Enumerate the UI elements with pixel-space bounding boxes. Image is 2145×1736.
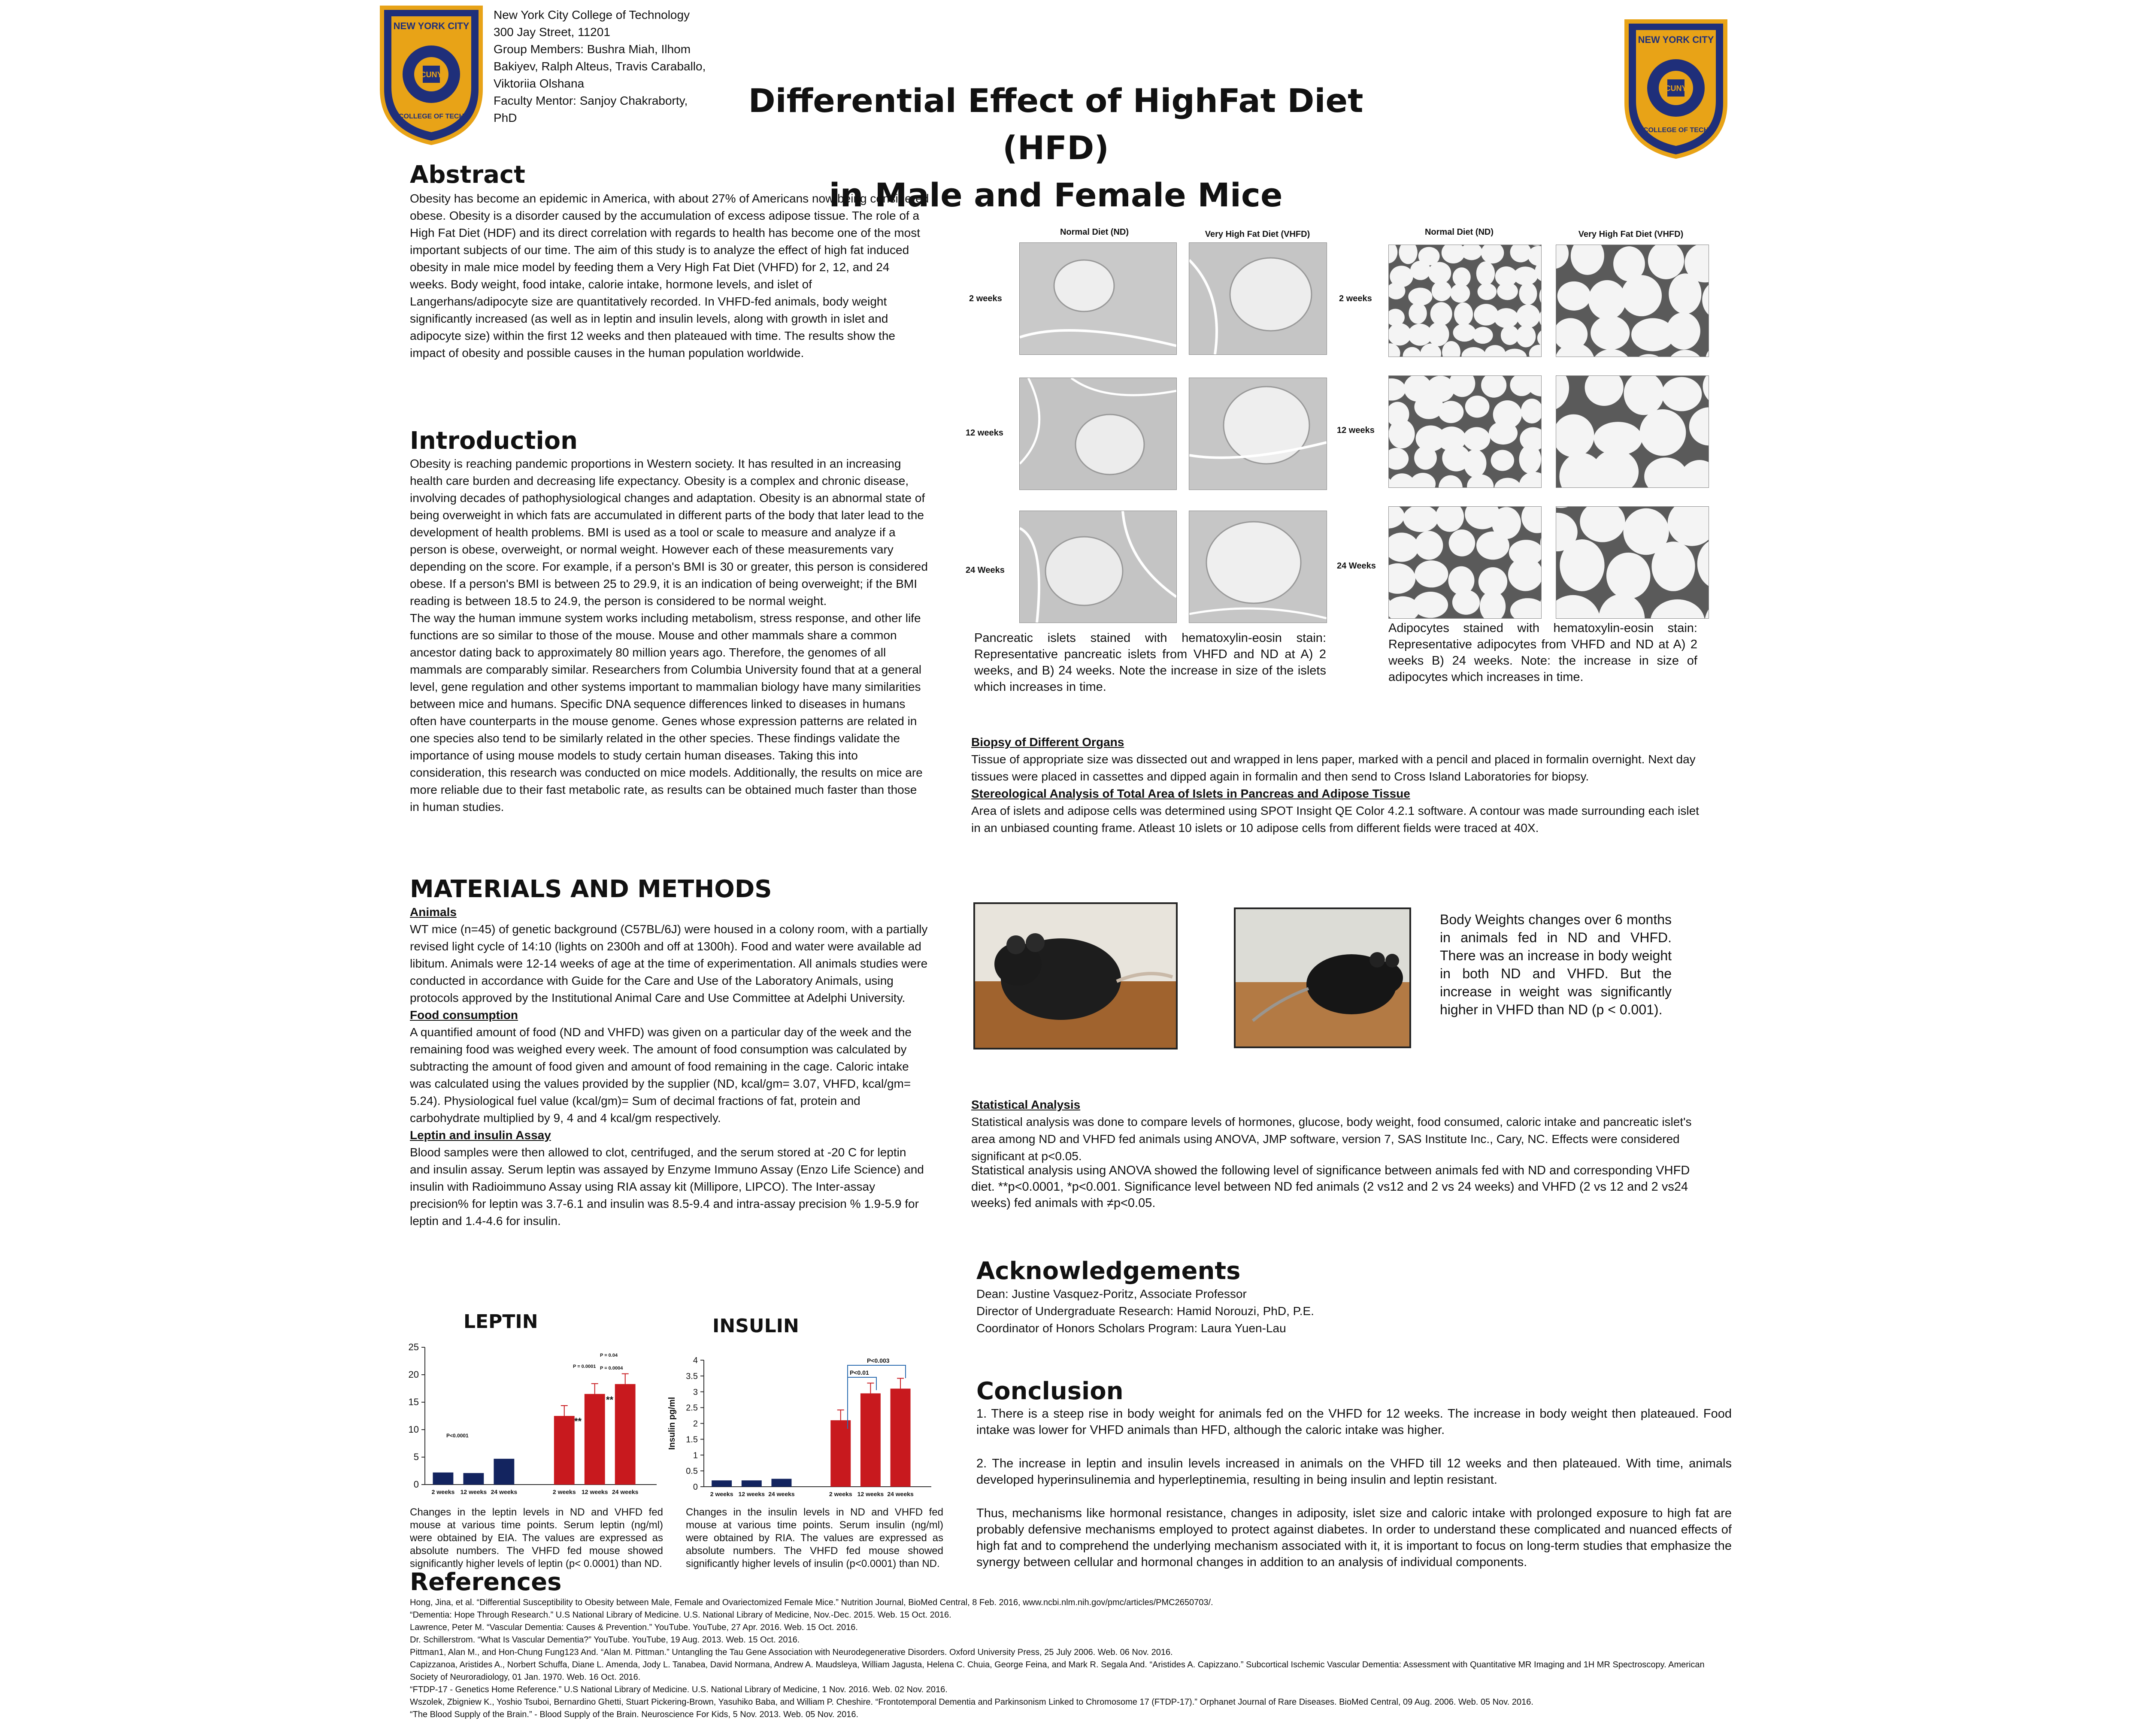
biopsy-heading: Biopsy of Different Organs: [971, 735, 1124, 749]
introduction-heading: Introduction: [410, 427, 578, 455]
abstract-heading: Abstract: [410, 161, 525, 189]
leptin-insulin-heading: Leptin and insulin Assay: [410, 1128, 551, 1142]
leptin-caption: Changes in the leptin levels in ND and VHFD fed mouse at various time points. Serum leptin (ng/ml) were obtained by EIA. The values are expressed as absolute numbers. The VHFD fed mouse showed significantly higher levels of leptin (p< 0.0001) than ND.: [410, 1506, 663, 1570]
y-tick-label: 5: [413, 1452, 419, 1462]
col-label-nd: Normal Diet (ND): [1060, 227, 1129, 237]
svg-text:NEW YORK CITY: NEW YORK CITY: [393, 21, 470, 31]
introduction-text: Obesity is reaching pandemic proportions in Western society. It has resulted in an increasing health care burden and decreasing life expectancy. Obesity is a complex and chronic disease, involving decades of pathophysiological changes and adaptation. Obesity is an abnormal state of being overweight in which fats are accumulated in different parts of the body that later lead to the development of health problems. BMI is used as a tool or scale to measure and analyze if a person is obese, overweight, or normal weight. However each of these measurements vary depending on the score. For example, if a person's BMI is 30 or greater, this person is considered obese. If a person's BMI is between 25 to 29.9, it is an indication of being overweight; if the BMI reading is between 18.5 to 24.9, the person is considered to be normal weight.: [410, 457, 928, 608]
y-tick-label: 0: [413, 1479, 419, 1490]
reference-item: Hong, Jina, et al. “Differential Susceptibility to Obesity between Male, Female and Ovariectomized Female Mice.” Nutrition Journal, BioMed Central, 8 Feb. 2016, www.ncbi.nlm.nih.gov/pmc/articles/PMC2650703/.: [410, 1598, 1213, 1607]
bar: [771, 1479, 791, 1487]
stereology-text: Area of islets and adipose cells was determined using SPOT Insight QE Color 4.2.1 software. A contour was made surrounding each islet in an unbiased counting frame. Atleast 10 islets or 10 adipose cells from different fields were traced at 40X.: [971, 804, 1699, 835]
statistical-significance-text: Statistical analysis using ANOVA showed the following level of significance between animals fed with ND and corresponding VHFD diet. **p<0.0001, *p<0.001. Significance level between ND fed animals (2 vs12 and 2 vs 24 weeks) and VHFD (2 vs 12 and 2 vs24 weeks) fed animals with ≠p<0.05.: [971, 1164, 1690, 1210]
pancreas-caption: Pancreatic islets stained with hematoxylin-eosin stain: Representative pancreatic islets from VHFD and ND at A) 2 weeks, and B) 24 weeks. Note the increase in size of the islets which increases in time.: [974, 631, 1326, 694]
row-label-24w-adipose: 24 Weeks: [1337, 561, 1376, 571]
y-tick-label: 3.5: [686, 1371, 698, 1381]
affiliation-line: Group Members: Bushra Miah, Ilhom: [494, 42, 691, 56]
y-tick-label: 2: [693, 1419, 698, 1429]
adipocyte-vhfd-24w-image: [1556, 506, 1709, 619]
adipocyte-vhfd-12w-image: [1556, 375, 1709, 488]
bar: [712, 1480, 732, 1487]
bar: [742, 1480, 762, 1487]
acknowledgements-section: [976, 1257, 1697, 1337]
animals-text: WT mice (n=45) of genetic background (C57BL/6J) were housed in a colony room, with a partially revised light cycle of 14:10 (lights on 2300h and off at 1300h). Food and water were available ad libitum. Animals were 12-14 weeks of age at the time of experimentation. All animals studies were conducted in accordance with Guide for the Care and Use of the Laboratory Animals, using protocols approved by the Institutional Animal Care and Use Committee at Adelphi University.: [410, 922, 928, 1004]
y-tick-label: 0: [693, 1482, 698, 1492]
statistical-text: Statistical analysis was done to compare levels of hormones, glucose, body weight, food consumed, caloric intake and pancreatic islet's area among ND and VHFD fed animals using ANOVA, JMP software, version 7, SAS Institute Inc., Cary, NC. Effects were considered significant at p<0.05.: [971, 1115, 1692, 1163]
adipocyte-nd-24w-image: [1388, 506, 1542, 619]
affiliation-line: Viktoriia Olshana: [494, 77, 585, 90]
bar: [860, 1393, 881, 1487]
ack-line: Director of Undergraduate Research: Hamid Norouzi, PhD, P.E.: [976, 1304, 1314, 1318]
col-label-vhfd-adipose: Very High Fat Diet (VHFD): [1578, 230, 1684, 239]
reference-item: “The Blood Supply of the Brain.” - Blood Supply of the Brain. Neuroscience For Kids, 5 Nov. 2013. Web. 05 Nov. 2016.: [410, 1710, 859, 1719]
y-tick-label: 1.5: [686, 1435, 698, 1445]
conclusion-p1: 1. There is a steep rise in body weight for animals fed on the VHFD for 12 weeks. The increase in body weight then plateaued. Food intake was lower for VHFD animals than HFD, although the caloric intake was higher.: [976, 1407, 1732, 1437]
adipocyte-vhfd-2w-image: [1556, 245, 1709, 357]
significance-label: P = 0.0001: [573, 1364, 596, 1369]
svg-text:COLLEGE OF TECH: COLLEGE OF TECH: [399, 113, 464, 120]
leptin-chart-title: LEPTIN: [464, 1311, 538, 1333]
significance-label: P<0.003: [867, 1357, 890, 1364]
bar: [615, 1384, 636, 1485]
affiliation-line: Faculty Mentor: Sanjoy Chakraborty, PhD: [494, 94, 688, 124]
significance-marker: **: [574, 1416, 582, 1427]
affiliation-line: Bakiyev, Ralph Alteus, Travis Caraballo,: [494, 60, 706, 73]
col-label-nd-adipose: Normal Diet (ND): [1424, 227, 1494, 237]
adipocyte-nd-2w-image: [1388, 245, 1542, 357]
animals-heading: Animals: [410, 905, 457, 919]
affiliation-line: New York City College of Technology: [494, 8, 690, 21]
bar: [585, 1394, 605, 1485]
bar: [433, 1473, 454, 1485]
y-tick-label: 2.5: [686, 1403, 698, 1413]
title-line-2: in Male and Female Mice: [829, 176, 1283, 214]
acknowledgements-heading: Acknowledgements: [976, 1257, 1241, 1285]
x-tick-label: 24 weeks: [491, 1488, 518, 1495]
stereology-heading: Stereological Analysis of Total Area of Islets in Pancreas and Adipose Tissue: [971, 787, 1410, 800]
affiliation-block: [494, 6, 708, 127]
y-tick-label: 25: [408, 1342, 419, 1352]
x-tick-label: 12 weeks: [460, 1488, 487, 1495]
bar: [830, 1420, 851, 1487]
x-tick-label: 2 weeks: [431, 1488, 455, 1495]
x-tick-label: 2 weeks: [829, 1491, 852, 1497]
body-weight-caption: Body Weights changes over 6 months in animals fed in ND and VHFD. There was an increase in body weight in both ND and VHFD. But the increase in weight was significantly higher in VHFD than ND (p < 0.001).: [1440, 912, 1672, 1017]
row-label-2w: 2 weeks: [969, 294, 1002, 303]
college-seal-icon: [1622, 17, 1730, 159]
reference-item: Lawrence, Peter M. “Vascular Dementia: Causes & Prevention.” YouTube. YouTube, 27 Apr. 2016. Web. 15 Oct. 2016.: [410, 1623, 858, 1632]
college-seal-icon: [378, 3, 485, 145]
y-axis-label: Insulin pg/ml: [667, 1397, 677, 1450]
food-heading: Food consumption: [410, 1008, 518, 1022]
x-tick-label: 24 weeks: [887, 1491, 914, 1497]
significance-label: P<0.0001: [446, 1433, 469, 1439]
ack-line: Coordinator of Honors Scholars Program: Laura Yuen-Lau: [976, 1322, 1286, 1335]
conclusion-heading: Conclusion: [976, 1377, 1124, 1405]
biopsy-section: [971, 734, 1705, 837]
introduction-text-2: The way the human immune system works including metabolism, stress response, and other life functions are so similar to those of the mouse. Mouse and other mammals share a common ancestor dating back to approximately 80 million years ago. Therefore, the genomes of all mammals are comparably similar. Researchers from Columbia University found that at a general level, gene regulation and other systems important to mammalian biology have many similarities between mice and humans. Specific DNA sequence differences linked to diseases in humans often have counterparts in the mouse genome. Genes whose expression patterns are related in one species also tend to be similarly related in the other species. These findings validate the importance of using mouse models to study certain human diseases. Taking this into consideration, this research was conducted on mice models. Additionally, the results on mice are more reliable due to their fast metabolic rate, as results can be obtained much faster than those in human studies.: [410, 611, 923, 814]
svg-text:NEW YORK CITY: NEW YORK CITY: [1638, 34, 1714, 45]
leptin-bar-chart: [399, 1339, 665, 1506]
x-tick-label: 24 weeks: [612, 1488, 639, 1495]
pancreas-nd-12w-image: [1019, 378, 1177, 490]
col-label-vhfd: Very High Fat Diet (VHFD): [1205, 230, 1310, 239]
adipocyte-caption: Adipocytes stained with hematoxylin-eosin stain: Representative adipocytes from VHFD and ND at A) 2 weeks B) 24 weeks. Note: the increase in size of adipocytes which increases in time.: [1388, 621, 1697, 684]
abstract-text: Obesity has become an epidemic in America, with about 27% of Americans now being considered obese. Obesity is a disorder caused by the accumulation of excess adipose tissue. The role of a High Fat Diet (HDF) and its direct correlation with regards to health has become one of the most important subjects of our time. The aim of this study is to analyze the effect of high fat induced obesity in male mice model by feeding them a Very High Fat Diet (VHFD) for 2, 12, and 24 weeks. Body weight, food intake, calorie intake, hormone levels, and islet of Langerhans/adipocyte size are quantitatively recorded. In VHFD-fed animals, body weight significantly increased (as well as in leptin and insulin levels, along with growth in islet and adipocyte size) within the first 12 weeks and then plateaued with time. The results show the impact of obesity and possible causes in the human population worldwide.: [410, 192, 929, 360]
bar: [891, 1388, 911, 1487]
conclusion-p3: Thus, mechanisms like hormonal resistance, changes in adiposity, islet size and caloric intake with prolonged exposure to high fat are probably defensive mechanisms employed to protect against diabetes. In order to understand these complicated and nuanced effects of high fat and to comprehend the underlying mechanism associated with it, it is important to focus on long-term studies that emphasize the synergy between cellular and hormonal changes in addition to an analysis of individual components.: [976, 1506, 1732, 1569]
references-section: [410, 1568, 1719, 1721]
pancreas-vhfd-12w-image: [1189, 378, 1327, 490]
significance-label: P = 0.04: [600, 1353, 618, 1358]
bar: [463, 1473, 484, 1485]
pancreas-nd-24w-image: [1019, 511, 1177, 623]
bar: [554, 1416, 575, 1485]
methods-heading: MATERIALS AND METHODS: [410, 875, 772, 903]
reference-item: Wszolek, Zbigniew K., Yoshio Tsuboi, Bernardino Ghetti, Stuart Pickering-Brown, Yasuhiko Baba, and William P. Cheshire. “Frontotemporal Dementia and Parkinsonism Linked to Chromosome 17 (FTDP-17).” Orphanet Journal of Rare Diseases. BioMed Central, 09 Aug. 2006. Web. 05 Nov. 2016.: [410, 1697, 1533, 1707]
x-tick-label: 2 weeks: [710, 1491, 733, 1497]
bar: [494, 1459, 514, 1485]
statistical-heading: Statistical Analysis: [971, 1098, 1081, 1111]
row-label-12w-adipose: 12 weeks: [1337, 426, 1375, 435]
food-text: A quantified amount of food (ND and VHFD) was given on a particular day of the week and the remaining food was weighed every week. The amount of food consumption was calculated by subtracting the amount of food given and amount of food remaining in the cage. Caloric intake was calculated using the values provided by the supplier (ND, kcal/gm= 3.07, VHFD, kcal/gm= 5.24). Physiological fuel value (kcal/gm)= Sum of decimal fractions of fat, protein and carbohydrate multiplied by 9, 4 and 4 kcal/gm respectively.: [410, 1025, 912, 1125]
x-tick-label: 12 weeks: [857, 1491, 884, 1497]
introduction-section: [410, 427, 929, 816]
reference-item: “FTDP-17 - Genetics Home Reference.” U.S National Library of Medicine. U.S. National Library of Medicine, 1 Nov. 2016. Web. 02 Nov. 2016.: [410, 1685, 948, 1694]
y-tick-label: 10: [408, 1424, 419, 1435]
insulin-bar-chart: [665, 1352, 940, 1506]
methods-section: [410, 875, 929, 1230]
y-tick-label: 1: [693, 1451, 698, 1461]
y-tick-label: 15: [408, 1397, 419, 1407]
x-tick-label: 12 weeks: [581, 1488, 608, 1495]
conclusion-section: [976, 1377, 1732, 1570]
insulin-chart-title: INSULIN: [712, 1315, 799, 1337]
reference-item: Dr. Schillerstrom. “What Is Vascular Dementia?” YouTube. YouTube, 19 Aug. 2013. Web. 15 Oct. 2016.: [410, 1635, 800, 1645]
significance-marker: **: [606, 1394, 614, 1405]
mouse-photo-vhfd: [1234, 907, 1411, 1048]
row-label-12w: 12 weeks: [966, 428, 1003, 438]
ack-line: Dean: Justine Vasquez-Poritz, Associate Professor: [976, 1287, 1247, 1300]
pancreas-vhfd-24w-image: [1189, 511, 1327, 623]
svg-text:CUNY: CUNY: [1665, 84, 1687, 93]
leptin-insulin-text: Blood samples were then allowed to clot, centrifuged, and the serum stored at -20 C for leptin and insulin assay. Serum leptin was assayed by Enzyme Immuno Assay (Enzo Life Science) and insulin with Radioimmuno Assay using RIA assay kit (Millipore, LIPCO). The Inter-assay precision% for leptin was 3.7-6.1 and insulin was 8.5-9.4 and intra-assay precision % 1.9-5.9 for leptin and 1.4-4.6 for insulin.: [410, 1146, 924, 1228]
affiliation-line: 300 Jay Street, 11201: [494, 25, 610, 39]
statistical-section: [971, 1096, 1701, 1211]
conclusion-p2: 2. The increase in leptin and insulin levels increased in animals on the VHFD till 12 weeks and then plateaued. With time, animals developed hyperinsulinemia and hyperleptinemia, resulting in being insulin and leptin resistant.: [976, 1457, 1732, 1487]
adipocyte-nd-12w-image: [1388, 375, 1542, 488]
references-list: [410, 1597, 1719, 1721]
pancreas-vhfd-2w-image: [1189, 242, 1327, 355]
y-tick-label: 3: [693, 1387, 698, 1397]
row-label-24w: 24 Weeks: [966, 566, 1005, 575]
references-heading: References: [410, 1568, 562, 1596]
pancreas-nd-2w-image: [1019, 242, 1177, 355]
x-tick-label: 12 weeks: [738, 1491, 765, 1497]
svg-text:CUNY: CUNY: [420, 70, 442, 79]
biopsy-text: Tissue of appropriate size was dissected out and wrapped in lens paper, marked with a pencil and placed in formalin overnight. Next day tissues were placed in cassettes and dipped again in formalin and then send to Cross Island Laboratories for biopsy.: [971, 753, 1696, 783]
y-tick-label: 20: [408, 1369, 419, 1380]
svg-text:COLLEGE OF TECH: COLLEGE OF TECH: [1643, 127, 1709, 134]
significance-label: P = 0.0004: [600, 1366, 623, 1371]
y-tick-label: 0.5: [686, 1467, 698, 1476]
row-label-2w-adipose: 2 weeks: [1339, 294, 1372, 303]
mouse-photo-nd: [973, 902, 1178, 1049]
x-tick-label: 24 weeks: [768, 1491, 795, 1497]
reference-item: “Dementia: Hope Through Research.” U.S National Library of Medicine. U.S. National Library of Medicine, Nov.-Dec. 2015. Web. 15 Oct. 2016.: [410, 1610, 951, 1620]
y-tick-label: 4: [693, 1356, 698, 1365]
reference-item: Pittman1, Alan M., and Hon-Chung Fung123 And. “Alan M. Pittman.” Untangling the Tau Gene Association with Neurodegenerative Disorders. Oxford University Press, 25 July 2006. Web. 06 Nov. 2016.: [410, 1648, 1173, 1657]
insulin-caption: Changes in the insulin levels in ND and VHFD fed mouse at various time points. Serum insulin (ng/ml) were obtained by RIA. The values are expressed as absolute numbers. The VHFD fed mouse showed significantly higher levels of insulin (p<0.0001) than ND.: [686, 1506, 943, 1570]
abstract-section: [410, 161, 929, 362]
title-line-1: Differential Effect of HighFat Diet (HFD): [748, 82, 1363, 167]
significance-label: P<0.01: [850, 1369, 869, 1376]
x-tick-label: 2 weeks: [552, 1488, 576, 1495]
reference-item: Capizzanoa, Aristides A., Norbert Schuffa, Diane L. Amenda, Jody L. Tanabea, David Normana, Andrew A. Maudsleya, William Jagusta, Helena C. Chuia, George Feina, and Mark R. Segala And. “Aristides A. Capizzano.” Subcortical Ischemic Vascular Dementia: Assessment with Quantitative MR Imaging and 1H MR Spectroscopy. American Society of Neuroradiology, 01 Jan. 1970. Web. 16 Oct. 2016.: [410, 1660, 1705, 1682]
